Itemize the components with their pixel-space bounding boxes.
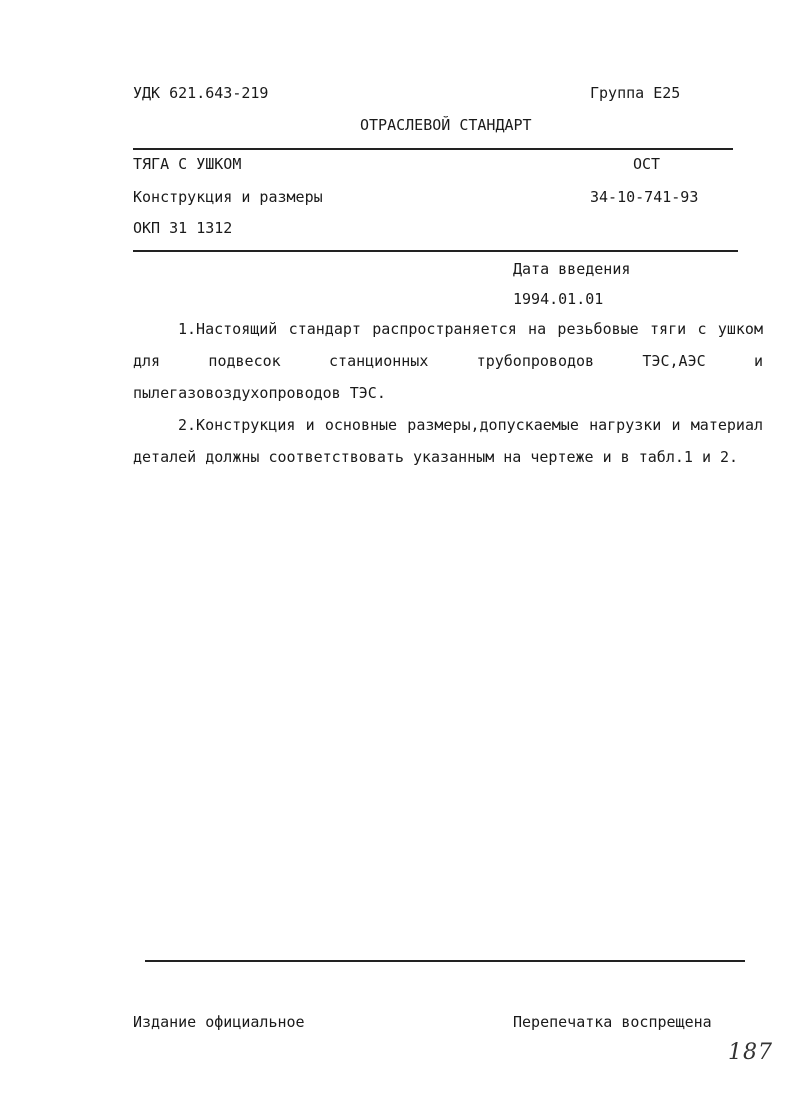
header-rule-top — [133, 148, 733, 150]
reprint-prohibited: Перепечатка воспрещена — [513, 1013, 712, 1031]
header-rule-bottom — [133, 250, 738, 252]
edition-official: Издание официальное — [133, 1013, 305, 1031]
group-code: Группа Е25 — [590, 84, 681, 102]
product-name: ТЯГА С УШКОМ — [133, 155, 242, 173]
intro-date-value: 1994.01.01 — [513, 290, 604, 308]
product-subtitle: Конструкция и размеры — [133, 188, 323, 206]
page-number: 187 — [728, 1040, 773, 1065]
udk-code: УДК 621.643-219 — [133, 84, 269, 102]
ost-label: ОСТ — [633, 155, 661, 173]
ost-number: 34-10-741-93 — [590, 188, 699, 206]
paragraph-2: 2.Конструкция и основные размеры,допускаемые нагрузки и материал деталей должны соответствовать указанным на чертеже и в табл.1 и 2. — [133, 416, 763, 466]
standard-type-title: ОТРАСЛЕВОЙ СТАНДАРТ — [360, 116, 532, 134]
paragraph-1: 1.Настоящий стандарт распространяется на резьбовые тяги с ушком для подвесок станционных трубопроводов ТЭС,АЭС и пылегазовоздухопроводов ТЭС. — [133, 320, 763, 402]
footer-rule — [145, 960, 745, 962]
intro-date-label: Дата введения — [513, 260, 631, 278]
okp-code: ОКП 31 1312 — [133, 219, 233, 237]
